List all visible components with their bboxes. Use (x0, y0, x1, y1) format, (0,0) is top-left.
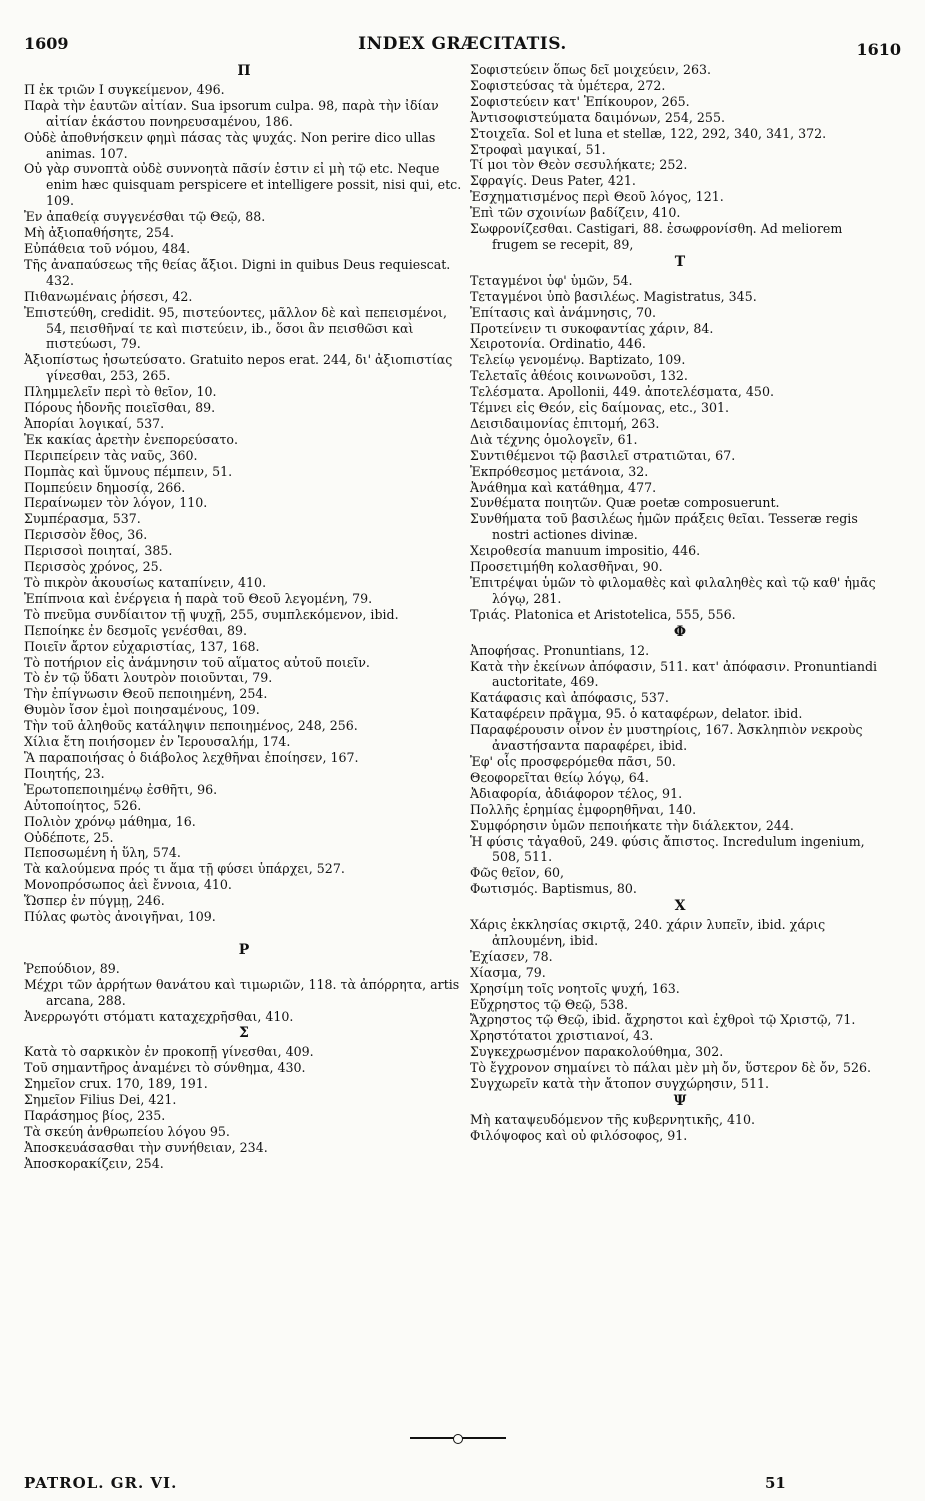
index-entry: Περισσὸς χρόνος, 25. (24, 559, 163, 575)
section-heading-pi: Π (237, 63, 251, 79)
index-entry: Καταφέρειν πρᾶγμα, 95. ὁ καταφέρων, delator. ibid. (470, 706, 803, 722)
index-entry: Εὔχρηστος τῷ Θεῷ, 538. (470, 996, 629, 1012)
section-phi-entries (470, 643, 890, 898)
index-entry: Πομπεύειν δημοσίᾳ, 266. (24, 479, 186, 495)
index-entry: Πολιὸν χρόνῳ μάθημα, 16. (24, 813, 196, 829)
index-entry: Ἀξιοπίστως ἠσωτεύσατο. Gratuito nepos erat. 244, δι' ἀξιοπιστίας γίνεσθαι, 253, 265. (24, 352, 453, 384)
index-entry: Κατὰ τὴν ἐκείνων ἀπόφασιν, 511. κατ' ἀπόφασιν. Pronuntiandi auctoritate, 469. (470, 658, 878, 690)
index-entry: Περισσὸν ἔθος, 36. (24, 527, 148, 543)
index-entry: Χίασμα, 79. (470, 964, 546, 980)
index-entry: Τὰ σκεύη ἀνθρωπείου λόγου 95. (24, 1123, 230, 1139)
index-entry: Σωφρονίζεσθαι. Castigari, 88. ἐσωφρονίσθη. Ad meliorem frugem se recepit, 89, (470, 221, 843, 252)
index-entry: Ἐχίασεν, 78. (470, 948, 553, 964)
index-entry: Σφραγίς. Deus Pater, 421. (470, 173, 636, 189)
index-entry: Περισσοὶ ποιηταί, 385. (24, 543, 173, 559)
index-entry: Τὸ πικρὸν ἀκουσίως καταπίνειν, 410. (24, 575, 267, 590)
index-entry: Κατὰ τὸ σαρκικὸν ἐν προκοπῇ γίνεσθαι, 409. (24, 1044, 314, 1060)
index-entry: Ἀποσκορακίζειν, 254. (24, 1155, 164, 1171)
index-entry: Τριάς. Platonica et Aristotelica, 555, 556. (470, 606, 736, 622)
index-entry: Παραφέρουσιν οἶνον ἐν μυστηρίοις, 167. Ἀσκληπιὸν νεκροὺς ἀναστήσαντα παραφέρει, ibid. (470, 722, 863, 754)
section-heading-rho: Ρ (238, 941, 250, 958)
section-tau-entries (470, 273, 890, 623)
index-entry: Οὐ γὰρ συνοπτὰ οὐδὲ συννοητὰ πᾶσίν ἐστιν εἰ μὴ τῷ etc. Neque enim hæc quisquam perspicere et intelligere possit, nisi qui, etc. 109. (24, 161, 462, 209)
index-entry: Ἐπιστεύθη, credidit. 95, πιστεύοντες, μᾶλλον δὲ καὶ πεπεισμένοι, 54, πεισθῆναί τε καὶ πιστεύειν, ib., ὅσοι ἂν πεισθῶσι καὶ πιστεύωσι, 79. (24, 304, 447, 352)
index-entry: Εὐπάθεια τοῦ νόμου, 484. (24, 240, 191, 256)
index-entry: Πιθανωμέναις ῥήσεσι, 42. (24, 288, 193, 304)
index-entry: Διὰ τέχνης ὁμολογεῖν, 61. (470, 431, 638, 447)
index-entry: Πομπὰς καὶ ὕμνους πέμπειν, 51. (24, 463, 233, 479)
index-entry: Περιπείρειν τὰς ναῦς, 360. (24, 447, 198, 463)
index-entry: Χίλια ἔτη ποιήσομεν ἐν Ἱερουσαλήμ, 174. (24, 734, 291, 750)
index-entry: Στροφαὶ μαγικαί, 51. (470, 141, 606, 157)
index-entry: Ἐκπρόθεσμος μετάνοια, 32. (470, 463, 649, 479)
index-entry: Συμφόρησιν ὑμῶν πεποιήκατε τὴν διάλεκτον, 244. (470, 817, 794, 833)
section-heading-chi: Χ (674, 898, 686, 915)
section-heading-psi: Ψ (673, 1093, 687, 1109)
index-entry: Πεποίηκε ἐν δεσμοῖς γενέσθαι, 89. (24, 622, 248, 638)
index-entry: Ἐκ κακίας ἀρετὴν ἐνεπορεύσατο. (24, 431, 239, 447)
index-entry: Μὴ ἀξιοπαθήσητε, 254. (24, 225, 174, 241)
index-entry: Τὸ πνεῦμα συνδίαιτον τῇ ψυχῇ, 255, συμπλεκόμενον, ibid. (24, 606, 399, 622)
index-entry: Κατάφασις καὶ ἀπόφασις, 537. (470, 690, 669, 706)
index-entry: Σοφιστεύειν ὅπως δεῖ μοιχεύειν, 263. (470, 62, 712, 77)
index-entry: Τελεταῖς ἀθέοις κοινωνοῦσι, 132. (470, 368, 688, 384)
index-entry: Ἀποσκευάσασθαι τὴν συνήθειαν, 234. (24, 1139, 268, 1155)
index-entry: Χρηστότατοι χριστιανοί, 43. (470, 1028, 654, 1044)
index-entry: Σημεῖον crux. 170, 189, 191. (24, 1076, 208, 1092)
index-entry: Τὸ ἐν τῷ ὕδατι λουτρὸν ποιοῦνται, 79. (24, 670, 273, 686)
index-entry: Οὐδέποτε, 25. (24, 829, 114, 845)
index-entry: Ἀνερρωγότι στόματι καταχεχρῆσθαι, 410. (24, 1008, 294, 1024)
index-entry: Ἀντισοφιστεύματα δαιμόνων, 254, 255. (470, 109, 725, 125)
footer-signature: PATROL. GR. VI. (24, 1474, 178, 1492)
index-entry: Πλημμελεῖν περὶ τὸ θεῖον, 10. (24, 384, 217, 400)
index-entry: Ἐπιτρέψαι ὑμῶν τὸ φιλομαθὲς καὶ φιλαληθὲς καὶ τῷ καθ' ἡμᾶς λόγῳ, 281. (470, 575, 876, 606)
index-entry: Ἡ φύσις τἀγαθοῦ, 249. φύσις ἄπιστος. Incredulum ingenium, 508, 511. (470, 833, 865, 865)
left-column (24, 62, 464, 1172)
index-entry: Τελείῳ γενομένῳ. Baptizato, 109. (470, 352, 686, 368)
index-entry: Χάρις ἐκκλησίας σκιρτᾷ, 240. χάριν λυπεῖν, ibid. χάρις ἀπλουμένη, ibid. (470, 917, 826, 948)
section-psi-entries (470, 1112, 890, 1144)
index-entry: Ἐφ' οἷς προσφερόμεθα πᾶσι, 50. (470, 753, 676, 769)
index-entry: Τὸ ἔγχρονον σημαίνει τὸ πάλαι μὲν μὴ ὄν, ὕστερον δὲ ὄν, 526. (470, 1060, 872, 1076)
index-entry: Οὐδὲ ἀποθνήσκειν φημὶ πάσας τὰς ψυχάς. Non perire dico ullas animas. 107. (24, 129, 436, 161)
index-entry: Παρὰ τὴν ἑαυτῶν αἰτίαν. Sua ipsorum culpa. 98, παρὰ τὴν ἰδίαν αἰτίαν ἑκάστου πονηρευσαμένου, 186. (24, 97, 439, 129)
index-entry: Συντιθέμενοι τῷ βασιλεῖ στρατιῶται, 67. (470, 447, 736, 463)
index-entry: Ῥεπούδιον, 89. (24, 960, 120, 976)
footer-sheet-number: 51 (765, 1474, 786, 1492)
index-entry: Σοφιστεύειν κατ' Ἐπίκουρον, 265. (470, 93, 690, 109)
index-entry: Συνθήματα τοῦ βασιλέως ἡμῶν πράξεις θεῖαι. Tesseræ regis nostri actiones divinæ. (470, 511, 858, 543)
index-entry: Ποιητής, 23. (24, 765, 105, 781)
end-rule-ornament (453, 1434, 463, 1444)
running-title: INDEX GRÆCITATIS. (358, 34, 567, 54)
index-entry: Ὥσπερ ἐν πύγμῃ, 246. (24, 893, 165, 909)
index-entry: Μὴ καταψευδόμενον τῆς κυβερνητικῆς, 410. (470, 1111, 756, 1127)
index-entry: Αὐτοποίητος, 526. (24, 797, 142, 813)
section-heading-tau: Τ (674, 253, 686, 270)
index-entry: Ἄχρηστος τῷ Θεῷ, ibid. ἄχρηστοι καὶ ἐχθροὶ τῷ Χριστῷ, 71. (470, 1012, 856, 1028)
index-entry: Ἐρωτοπεποιημένῳ ἐσθῆτι, 96. (24, 781, 218, 797)
index-entry: Συγχωρεῖν κατὰ τὴν ἄτοπον συγχώρησιν, 511. (470, 1076, 769, 1092)
index-entry: Τὴν τοῦ ἀληθοῦς κατάληψιν πεποιημένος, 248, 256. (24, 718, 358, 734)
index-entry: Περαίνωμεν τὸν λόγον, 110. (24, 495, 208, 511)
index-entry: Ἐσχηματισμένος περὶ Θεοῦ λόγος, 121. (470, 189, 724, 205)
index-entry: Προσετιμήθη κολασθῆναι, 90. (470, 559, 663, 575)
index-entry: Τεταγμένοι ὑφ' ὑμῶν, 54. (470, 272, 633, 288)
section-chi-entries (470, 917, 890, 1092)
page-header (24, 34, 901, 58)
index-entry: Ποιεῖν ἄρτον εὐχαριστίας, 137, 168. (24, 638, 260, 654)
right-column (470, 62, 890, 1144)
section-pi-entries (24, 82, 464, 925)
index-entry: Προτείνειν τι συκοφαντίας χάριν, 84. (470, 320, 714, 336)
section-sigma-cont-entries (470, 62, 890, 253)
index-entry: Τὰ καλούμενα πρός τι ἅμα τῇ φύσει ὑπάρχει, 527. (24, 861, 345, 877)
index-entry: Ἐπίτασις καὶ ἀνάμνησις, 70. (470, 304, 657, 320)
index-entry: Θυμὸν ἴσον ἐμοὶ ποιησαμένους, 109. (24, 702, 260, 718)
section-rho-entries (24, 961, 464, 1025)
index-entry: Χειροτονία. Ordinatio, 446. (470, 336, 646, 352)
index-entry: Τελέσματα. Apollonii, 449. ἀποτελέσματα, 450. (470, 384, 774, 400)
section-heading-sigma: Σ (239, 1025, 249, 1042)
index-entry: Ἐν ἀπαθείᾳ συγγενέσθαι τῷ Θεῷ, 88. (24, 209, 266, 225)
index-entry: Ἐπὶ τῶν σχοινίων βαδίζειν, 410. (470, 205, 681, 221)
index-entry: Συμπέρασμα, 537. (24, 511, 141, 527)
index-entry: Πόρους ἡδονῆς ποιεῖσθαι, 89. (24, 400, 216, 416)
index-entry: Σοφιστεύσας τὰ ὑμέτερα, 272. (470, 77, 666, 93)
index-entry: Φιλόψοφος καὶ οὐ φιλόσοφος, 91. (470, 1127, 688, 1143)
index-entry: Ἀδιαφορία, ἀδιάφορον τέλος, 91. (470, 785, 683, 801)
index-entry: Δεισιδαιμονίας ἐπιτομή, 263. (470, 415, 660, 431)
index-entry: Μονοπρόσωπος ἀεὶ ἔννοια, 410. (24, 877, 232, 893)
right-page-number: 1610 (856, 40, 901, 59)
index-entry: Ἐπίπνοια καὶ ἐνέργεια ἡ παρὰ τοῦ Θεοῦ λεγομένη, 79. (24, 590, 373, 606)
index-entry: Ἃ παραποιήσας ὁ διάβολος λεχθῆναι ἐποίησεν, 167. (24, 749, 359, 765)
index-entry: Ἀπορίαι λογικαί, 537. (24, 415, 165, 431)
index-entry: Τῆς ἀναπαύσεως τῆς θείας ἄξιοι. Digni in quibus Deus requiescat. 432. (24, 256, 451, 288)
index-entry: Ἀνάθημα καὶ κατάθημα, 477. (470, 479, 657, 495)
index-entry: Μέχρι τῶν ἀρρήτων θανάτου καὶ τιμωριῶν, 118. τὰ ἀπόρρητα, artis arcana, 288. (24, 976, 460, 1008)
index-entry: Συγκεχρωσμένον παρακολούθημα, 302. (470, 1044, 724, 1060)
index-entry: Τί μοι τὸν Θεὸν σεσυλήκατε; 252. (470, 157, 688, 173)
index-entry: Τέμνει εἰς Θεόν, εἰς δαίμονας, etc., 301. (470, 400, 729, 416)
index-entry: Συνθέματα ποιητῶν. Quæ poetæ composuerunt. (470, 495, 780, 511)
section-sigma-entries (24, 1044, 464, 1171)
index-entry: Τοῦ σημαντῆρος ἀναμένει τὸ σύνθημα, 430. (24, 1060, 306, 1076)
index-entry: Φωτισμός. Baptismus, 80. (470, 881, 637, 897)
index-entry: Χρησίμη τοῖς νοητοῖς ψυχή, 163. (470, 980, 680, 996)
left-page-number: 1609 (24, 34, 69, 53)
index-entry: Πύλας φωτὸς ἀνοιγῆναι, 109. (24, 909, 216, 925)
index-entry: Στοιχεῖα. Sol et luna et stellæ, 122, 292, 340, 341, 372. (470, 125, 827, 141)
index-entry: Τὸ ποτήριον εἰς ἀνάμνησιν τοῦ αἵματος αὐτοῦ ποιεῖν. (24, 654, 370, 670)
index-entry: Πολλῆς ἐρημίας ἐμφορηθῆναι, 140. (470, 801, 697, 817)
section-heading-phi: Φ (673, 623, 687, 640)
index-entry: Σημεῖον Filius Dei, 421. (24, 1092, 177, 1108)
index-entry: Πεποσωμένη ἡ ὕλη, 574. (24, 845, 181, 861)
index-entry: Παράσημος βίος, 235. (24, 1108, 166, 1123)
index-entry: Φῶς θεῖον, 60, (470, 865, 564, 881)
index-entry: Χειροθεσία manuum impositio, 446. (470, 543, 701, 559)
index-entry: Τὴν ἐπίγνωσιν Θεοῦ πεποιημένη, 254. (24, 686, 268, 702)
index-entry: Θεοφορεῖται θείῳ λόγῳ, 64. (470, 769, 649, 785)
index-entry: Ἀποφήσας. Pronuntians, 12. (470, 642, 650, 658)
index-entry: Π ἐκ τριῶν Ι συγκείμενον, 496. (24, 81, 225, 97)
index-entry: Τεταγμένοι ὑπὸ βασιλέως. Magistratus, 345. (470, 288, 757, 304)
